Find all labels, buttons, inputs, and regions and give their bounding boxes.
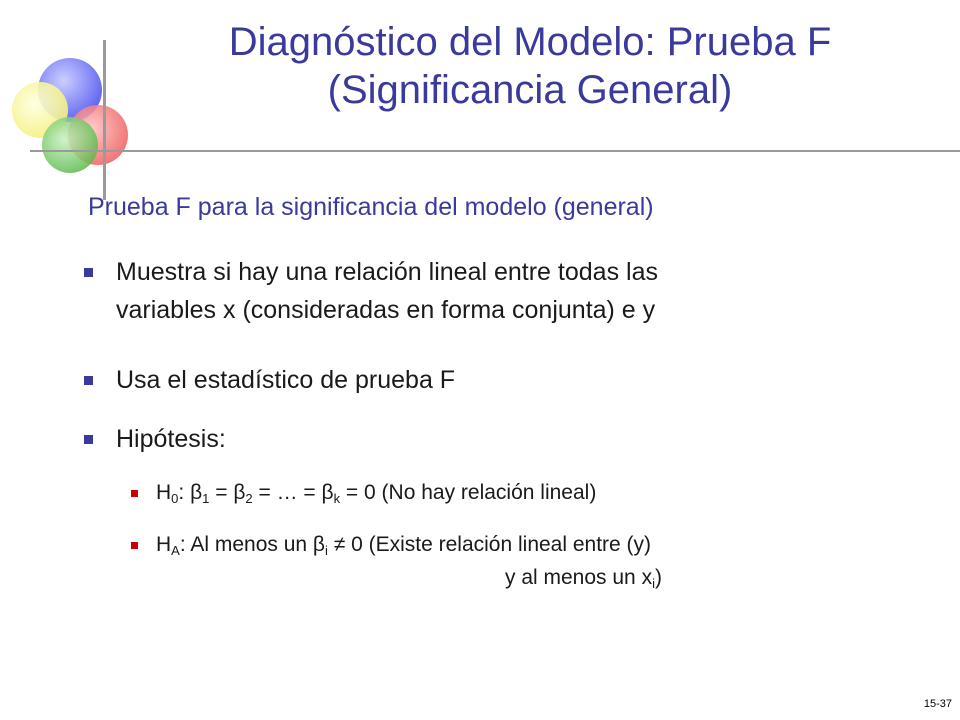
slide-number: 15-37 bbox=[923, 698, 952, 710]
bullet-marker bbox=[84, 376, 93, 385]
bullet-relationship bbox=[116, 253, 658, 329]
bullet-marker bbox=[84, 435, 93, 444]
section-subtitle: Prueba F para la significancia del modelo (general) bbox=[88, 193, 654, 221]
bullet-line: Usa el estadístico de prueba F bbox=[116, 366, 456, 394]
vertical-divider bbox=[103, 40, 106, 200]
slide-title bbox=[110, 18, 950, 114]
bullet-line: Muestra si hay una relación lineal entre todas las bbox=[116, 258, 658, 286]
title-line-1: Diagnóstico del Modelo: Prueba F bbox=[228, 20, 832, 64]
alternative-hypothesis: $H_A$: Al menos un $\beta_i \ne 0$ (Existe relación lineal entre (y) bbox=[156, 533, 652, 558]
null-hypothesis: $H_0$: $\beta_1 = \beta_2$ = … = $\beta_k = 0$ (No hay relación lineal) bbox=[156, 481, 597, 506]
bullet-statistic bbox=[116, 361, 455, 399]
bullet-line: Hipótesis: bbox=[116, 425, 226, 453]
bullet-hypotheses bbox=[116, 420, 226, 458]
sub-bullet-marker bbox=[131, 490, 138, 497]
sub-bullet-marker bbox=[131, 542, 138, 549]
bullet-marker bbox=[84, 268, 93, 277]
title-line-2: (Significancia General) bbox=[327, 68, 733, 112]
bullet-line: variables x (consideradas en forma conjunta) e y bbox=[116, 296, 656, 324]
alternative-hypothesis-continuation: y al menos un $x_i$) bbox=[505, 566, 662, 591]
horizontal-divider bbox=[30, 150, 960, 152]
